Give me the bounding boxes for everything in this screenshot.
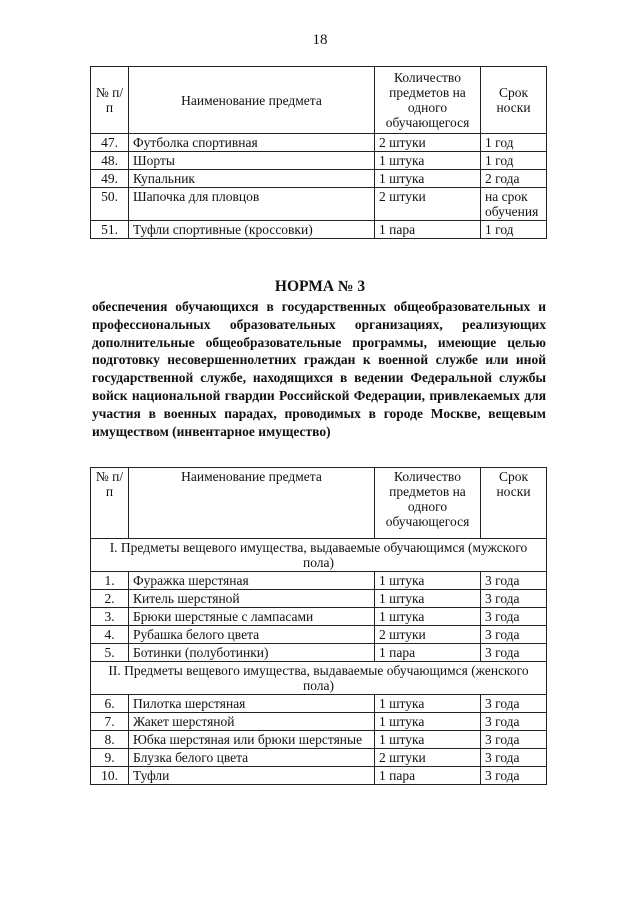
header-number: № п/п (91, 67, 129, 134)
items-table-norm-3 (90, 467, 547, 785)
row-number: 6. (91, 695, 129, 713)
norm-subtitle: обеспечения обучающихся в государственных общеобразовательных и профессиональных образовательных организациях, реализующих дополнительные общеобразовательные программы, имеющие целью подготовку несовершеннолетних граждан к военной службе или иной государственной службе, находящихся в ведении Федеральной службы войск национальной гвардии Российской Федерации, привлекаемых для участия в военных парадах, проводимых в городе Москве, вещевым имуществом (инвентарное имущество) (92, 299, 546, 439)
table-row (91, 608, 547, 626)
item-quantity: 1 штука (375, 695, 481, 713)
item-wear-term: 1 год (481, 221, 547, 239)
item-wear-term: 3 года (481, 767, 547, 785)
header-item-name: Наименование предмета (129, 67, 375, 134)
row-number: 8. (91, 731, 129, 749)
row-number: 49. (91, 170, 129, 188)
item-name: Шапочка для пловцов (129, 188, 375, 221)
item-name: Юбка шерстяная или брюки шерстяные (129, 731, 375, 749)
header-quantity: Количество предметов на одного обучающегося (375, 468, 481, 539)
item-name: Туфли (129, 767, 375, 785)
item-wear-term: 3 года (481, 590, 547, 608)
item-wear-term: на срок обучения (481, 188, 547, 221)
header-quantity: Количество предметов на одного обучающегося (375, 67, 481, 134)
row-number: 3. (91, 608, 129, 626)
item-name: Пилотка шерстяная (129, 695, 375, 713)
table-row (91, 626, 547, 644)
table-row (91, 644, 547, 662)
item-wear-term: 2 года (481, 170, 547, 188)
table-row (91, 170, 547, 188)
table-header-row (91, 67, 547, 134)
item-name: Туфли спортивные (кроссовки) (129, 221, 375, 239)
item-name: Рубашка белого цвета (129, 626, 375, 644)
item-wear-term: 3 года (481, 695, 547, 713)
item-name: Шорты (129, 152, 375, 170)
row-number: 47. (91, 134, 129, 152)
item-quantity: 2 штуки (375, 626, 481, 644)
item-quantity: 1 пара (375, 644, 481, 662)
item-name: Брюки шерстяные с лампасами (129, 608, 375, 626)
item-name: Футболка спортивная (129, 134, 375, 152)
item-wear-term: 3 года (481, 731, 547, 749)
item-wear-term: 3 года (481, 749, 547, 767)
header-number: № п/п (91, 468, 129, 539)
item-wear-term: 3 года (481, 608, 547, 626)
page-number: 18 (312, 32, 328, 48)
item-quantity: 1 штука (375, 170, 481, 188)
section-header-female (91, 662, 547, 695)
row-number: 10. (91, 767, 129, 785)
table-row (91, 221, 547, 239)
item-quantity: 1 штука (375, 572, 481, 590)
item-name: Фуражка шерстяная (129, 572, 375, 590)
header-wear-term: Срок носки (481, 468, 547, 539)
item-quantity: 2 штуки (375, 749, 481, 767)
item-wear-term: 3 года (481, 572, 547, 590)
section-title: II. Предметы вещевого имущества, выдаваемые обучающимся (женского пола) (91, 662, 547, 695)
table-row (91, 152, 547, 170)
table-row (91, 749, 547, 767)
item-wear-term: 3 года (481, 644, 547, 662)
item-quantity: 2 штуки (375, 188, 481, 221)
table-row (91, 767, 547, 785)
item-quantity: 1 штука (375, 731, 481, 749)
item-quantity: 1 штука (375, 152, 481, 170)
row-number: 51. (91, 221, 129, 239)
items-table-continued (90, 66, 547, 239)
section-title: I. Предметы вещевого имущества, выдаваемые обучающимся (мужского пола) (91, 539, 547, 572)
header-item-name: Наименование предмета (129, 468, 375, 539)
row-number: 50. (91, 188, 129, 221)
table-row (91, 713, 547, 731)
item-name: Жакет шерстяной (129, 713, 375, 731)
row-number: 9. (91, 749, 129, 767)
item-name: Блузка белого цвета (129, 749, 375, 767)
table-row (91, 572, 547, 590)
item-quantity: 1 пара (375, 221, 481, 239)
table-row (91, 590, 547, 608)
section-header-male (91, 539, 547, 572)
item-name: Ботинки (полуботинки) (129, 644, 375, 662)
table-header-row (91, 468, 547, 539)
item-quantity: 1 штука (375, 713, 481, 731)
table-row (91, 188, 547, 221)
item-name: Купальник (129, 170, 375, 188)
table-row (91, 695, 547, 713)
item-wear-term: 1 год (481, 134, 547, 152)
norm-title: НОРМА № 3 (274, 278, 366, 295)
row-number: 2. (91, 590, 129, 608)
table-row (91, 731, 547, 749)
table-row (91, 134, 547, 152)
item-wear-term: 3 года (481, 713, 547, 731)
item-wear-term: 1 год (481, 152, 547, 170)
item-wear-term: 3 года (481, 626, 547, 644)
header-wear-term: Срок носки (481, 67, 547, 134)
item-quantity: 1 штука (375, 608, 481, 626)
row-number: 48. (91, 152, 129, 170)
item-quantity: 2 штуки (375, 134, 481, 152)
row-number: 5. (91, 644, 129, 662)
row-number: 7. (91, 713, 129, 731)
row-number: 4. (91, 626, 129, 644)
item-quantity: 1 штука (375, 590, 481, 608)
item-quantity: 1 пара (375, 767, 481, 785)
row-number: 1. (91, 572, 129, 590)
item-name: Китель шерстяной (129, 590, 375, 608)
